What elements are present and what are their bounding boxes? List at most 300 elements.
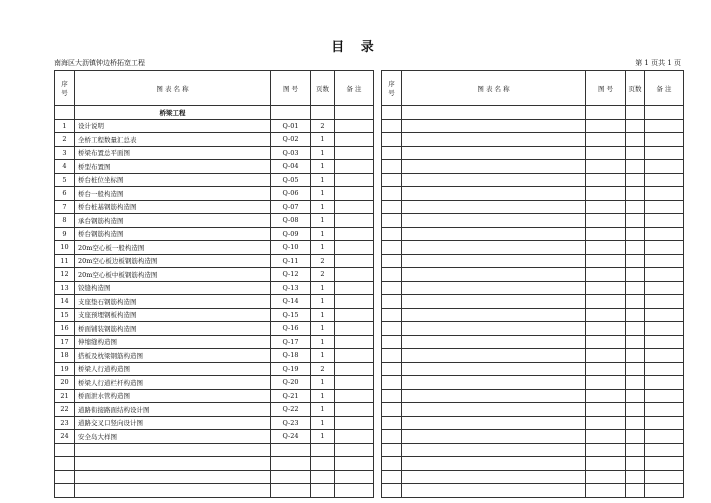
drawing-no-cell: Q-06 xyxy=(271,187,311,201)
seq-cell xyxy=(382,403,402,417)
remarks-cell xyxy=(645,430,684,444)
drawing-no-cell xyxy=(271,457,311,471)
pages-cell xyxy=(626,281,645,295)
drawing-no-cell xyxy=(586,106,626,120)
seq-cell xyxy=(382,200,402,214)
pages-cell xyxy=(311,443,335,457)
pages-cell xyxy=(626,457,645,471)
drawing-no-cell: Q-03 xyxy=(271,146,311,160)
drawing-name-cell xyxy=(402,214,586,228)
drawing-no-cell: Q-07 xyxy=(271,200,311,214)
seq-cell xyxy=(382,173,402,187)
drawing-name-cell xyxy=(402,308,586,322)
seq-cell: 12 xyxy=(55,268,75,282)
table-row xyxy=(382,443,684,457)
pages-cell xyxy=(626,187,645,201)
remarks-cell xyxy=(335,187,374,201)
drawing-no-cell xyxy=(586,484,626,498)
seq-cell xyxy=(382,241,402,255)
drawing-no-cell xyxy=(586,187,626,201)
drawing-name-cell xyxy=(402,416,586,430)
seq-cell xyxy=(55,484,75,498)
drawing-no-cell: Q-04 xyxy=(271,160,311,174)
pages-cell: 1 xyxy=(311,403,335,417)
pages-cell: 1 xyxy=(311,146,335,160)
seq-cell xyxy=(382,119,402,133)
drawing-no-cell xyxy=(271,443,311,457)
drawing-name-cell: 桥梁人行道构造图 xyxy=(75,362,271,376)
table-row xyxy=(55,281,374,295)
remarks-cell xyxy=(645,173,684,187)
table-row xyxy=(55,403,374,417)
drawing-name-cell xyxy=(402,200,586,214)
table-row xyxy=(55,322,374,336)
remarks-cell xyxy=(645,281,684,295)
remarks-cell xyxy=(645,268,684,282)
drawing-no-cell: Q-16 xyxy=(271,322,311,336)
pages-cell: 1 xyxy=(311,416,335,430)
remarks-cell xyxy=(335,443,374,457)
pages-cell: 2 xyxy=(311,268,335,282)
table-row xyxy=(55,254,374,268)
seq-cell: 5 xyxy=(55,173,75,187)
table-row xyxy=(55,295,374,309)
drawing-name-cell: 支座预埋钢板构造图 xyxy=(75,308,271,322)
table-row xyxy=(382,187,684,201)
table-row xyxy=(382,389,684,403)
table-row xyxy=(382,470,684,484)
drawing-no-cell xyxy=(586,160,626,174)
seq-cell: 10 xyxy=(55,241,75,255)
table-row xyxy=(382,254,684,268)
pages-cell: 1 xyxy=(311,322,335,336)
section-title: 桥梁工程 xyxy=(75,106,271,120)
drawing-name-cell xyxy=(402,281,586,295)
drawing-name-cell xyxy=(402,335,586,349)
remarks-cell xyxy=(645,254,684,268)
seq-cell xyxy=(382,362,402,376)
remarks-cell xyxy=(645,214,684,228)
drawing-name-cell xyxy=(402,133,586,147)
pages-cell xyxy=(626,389,645,403)
drawing-no-cell: Q-18 xyxy=(271,349,311,363)
drawing-name-cell: 桥台一般构造图 xyxy=(75,187,271,201)
remarks-cell xyxy=(335,349,374,363)
seq-cell xyxy=(382,254,402,268)
remarks-cell xyxy=(335,200,374,214)
drawing-no-cell: Q-05 xyxy=(271,173,311,187)
pages-cell: 1 xyxy=(311,173,335,187)
table-row xyxy=(382,214,684,228)
pages-cell xyxy=(626,308,645,322)
remarks-cell xyxy=(645,160,684,174)
remarks-cell xyxy=(335,484,374,498)
seq-cell xyxy=(382,295,402,309)
pages-cell: 2 xyxy=(311,254,335,268)
pages-cell xyxy=(626,362,645,376)
drawing-name-cell: 搭板及枕梁钢筋构造图 xyxy=(75,349,271,363)
seq-cell xyxy=(382,389,402,403)
header-seq-line1: 序 xyxy=(388,80,395,88)
drawing-no-cell xyxy=(586,416,626,430)
table-row xyxy=(55,362,374,376)
drawing-no-cell: Q-02 xyxy=(271,133,311,147)
table-row xyxy=(382,416,684,430)
drawing-no-cell xyxy=(586,322,626,336)
table-row xyxy=(55,119,374,133)
pages-cell: 1 xyxy=(311,214,335,228)
seq-cell xyxy=(382,416,402,430)
drawing-name-cell: 全桥工程数量汇总表 xyxy=(75,133,271,147)
header-remarks: 备 注 xyxy=(335,71,374,106)
remarks-cell xyxy=(335,308,374,322)
remarks-cell xyxy=(335,281,374,295)
pages-cell xyxy=(626,376,645,390)
drawing-name-cell xyxy=(402,254,586,268)
drawing-no-cell xyxy=(586,308,626,322)
table-row xyxy=(382,362,684,376)
seq-cell xyxy=(382,146,402,160)
pages-cell: 1 xyxy=(311,430,335,444)
seq-cell xyxy=(382,322,402,336)
table-row xyxy=(382,295,684,309)
remarks-cell xyxy=(335,173,374,187)
drawing-no-cell xyxy=(586,389,626,403)
remarks-cell xyxy=(645,119,684,133)
seq-cell xyxy=(382,430,402,444)
header-pages: 页数 xyxy=(626,71,645,106)
pages-cell xyxy=(626,173,645,187)
drawing-name-cell xyxy=(402,349,586,363)
drawing-name-cell xyxy=(402,160,586,174)
drawing-name-cell: 桥台桩位坐标图 xyxy=(75,173,271,187)
drawing-name-cell xyxy=(402,362,586,376)
drawing-name-cell: 桥梁布置总平面图 xyxy=(75,146,271,160)
drawing-no-cell xyxy=(586,254,626,268)
drawing-no-cell: Q-01 xyxy=(271,119,311,133)
pages-cell: 1 xyxy=(311,160,335,174)
pages-cell xyxy=(626,443,645,457)
pages-cell xyxy=(626,227,645,241)
remarks-cell xyxy=(335,268,374,282)
drawing-name-cell xyxy=(402,430,586,444)
header-drawing-no: 图 号 xyxy=(271,71,311,106)
remarks-cell xyxy=(645,484,684,498)
table-row xyxy=(55,430,374,444)
pages-cell xyxy=(311,470,335,484)
drawing-no-cell: Q-21 xyxy=(271,389,311,403)
table-row xyxy=(55,241,374,255)
remarks-cell xyxy=(645,362,684,376)
pages-cell xyxy=(626,106,645,120)
pages-cell xyxy=(626,268,645,282)
table-row xyxy=(55,389,374,403)
drawing-name-cell xyxy=(402,106,586,120)
table-row xyxy=(55,227,374,241)
drawing-no-cell: Q-20 xyxy=(271,376,311,390)
pages-cell xyxy=(626,254,645,268)
seq-cell xyxy=(55,106,75,120)
table-row xyxy=(382,160,684,174)
pages-cell: 1 xyxy=(311,241,335,255)
drawing-name-cell xyxy=(402,403,586,417)
table-row xyxy=(55,268,374,282)
drawing-no-cell xyxy=(586,119,626,133)
drawing-name-cell: 桥面铺装钢筋构造图 xyxy=(75,322,271,336)
remarks-cell xyxy=(335,106,374,120)
drawing-no-cell xyxy=(586,443,626,457)
remarks-cell xyxy=(645,389,684,403)
drawing-no-cell xyxy=(586,200,626,214)
table-row xyxy=(55,335,374,349)
remarks-cell xyxy=(645,200,684,214)
table-row xyxy=(382,349,684,363)
header-drawing-no: 图 号 xyxy=(586,71,626,106)
drawing-no-cell xyxy=(586,295,626,309)
seq-cell: 18 xyxy=(55,349,75,363)
drawing-name-cell xyxy=(75,484,271,498)
table-row xyxy=(55,376,374,390)
seq-cell xyxy=(382,457,402,471)
remarks-cell xyxy=(645,187,684,201)
pages-cell xyxy=(626,484,645,498)
drawing-no-cell xyxy=(586,430,626,444)
remarks-cell xyxy=(645,376,684,390)
drawing-name-cell xyxy=(402,173,586,187)
table-row xyxy=(55,416,374,430)
remarks-cell xyxy=(335,119,374,133)
seq-cell: 4 xyxy=(55,160,75,174)
drawing-name-cell xyxy=(402,376,586,390)
drawing-no-cell xyxy=(586,335,626,349)
table-row xyxy=(382,119,684,133)
drawing-no-cell: Q-08 xyxy=(271,214,311,228)
seq-cell xyxy=(382,335,402,349)
remarks-cell xyxy=(645,457,684,471)
remarks-cell xyxy=(645,335,684,349)
pages-cell xyxy=(626,335,645,349)
drawing-name-cell xyxy=(402,146,586,160)
pages-cell: 1 xyxy=(311,376,335,390)
table-row xyxy=(382,308,684,322)
header-seq xyxy=(382,71,402,106)
remarks-cell xyxy=(335,335,374,349)
remarks-cell xyxy=(645,403,684,417)
remarks-cell xyxy=(645,295,684,309)
seq-cell xyxy=(382,484,402,498)
page-info: 第 1 页共 1 页 xyxy=(635,59,681,67)
header-seq-line2: 号 xyxy=(388,89,395,97)
drawing-name-cell: 设计说明 xyxy=(75,119,271,133)
drawing-no-cell xyxy=(586,214,626,228)
remarks-cell xyxy=(645,322,684,336)
remarks-cell xyxy=(335,389,374,403)
remarks-cell xyxy=(335,146,374,160)
drawing-name-cell: 铰缝构造图 xyxy=(75,281,271,295)
table-row xyxy=(382,146,684,160)
drawing-name-cell: 安全岛大样图 xyxy=(75,430,271,444)
drawing-name-cell xyxy=(402,241,586,255)
drawing-no-cell xyxy=(586,281,626,295)
seq-cell: 2 xyxy=(55,133,75,147)
drawing-no-cell: Q-13 xyxy=(271,281,311,295)
remarks-cell xyxy=(335,227,374,241)
drawing-no-cell xyxy=(586,227,626,241)
seq-cell: 6 xyxy=(55,187,75,201)
seq-cell: 1 xyxy=(55,119,75,133)
drawing-name-cell xyxy=(75,470,271,484)
remarks-cell xyxy=(335,362,374,376)
table-row xyxy=(382,200,684,214)
seq-cell: 16 xyxy=(55,322,75,336)
pages-cell xyxy=(626,430,645,444)
table-row xyxy=(382,227,684,241)
pages-cell: 1 xyxy=(311,227,335,241)
remarks-cell xyxy=(335,470,374,484)
drawing-name-cell xyxy=(402,470,586,484)
remarks-cell xyxy=(335,254,374,268)
drawing-no-cell: Q-14 xyxy=(271,295,311,309)
drawing-name-cell: 桥梁人行道栏杆构造图 xyxy=(75,376,271,390)
remarks-cell xyxy=(645,133,684,147)
header-seq-line2: 号 xyxy=(61,89,68,97)
pages-cell xyxy=(626,403,645,417)
remarks-cell xyxy=(645,106,684,120)
toc-table-left xyxy=(54,70,374,498)
drawing-name-cell xyxy=(402,227,586,241)
pages-cell xyxy=(311,457,335,471)
table-row xyxy=(382,106,684,120)
drawing-no-cell: Q-15 xyxy=(271,308,311,322)
pages-cell xyxy=(626,214,645,228)
drawing-name-cell xyxy=(402,484,586,498)
seq-cell: 17 xyxy=(55,335,75,349)
header-seq-line1: 序 xyxy=(61,80,68,88)
pages-cell xyxy=(626,119,645,133)
drawing-no-cell: Q-19 xyxy=(271,362,311,376)
pages-cell: 1 xyxy=(311,295,335,309)
drawing-no-cell xyxy=(586,241,626,255)
table-row xyxy=(382,241,684,255)
seq-cell: 14 xyxy=(55,295,75,309)
remarks-cell xyxy=(335,322,374,336)
seq-cell: 23 xyxy=(55,416,75,430)
header-remarks: 备 注 xyxy=(645,71,684,106)
pages-cell xyxy=(626,241,645,255)
drawing-name-cell: 伸缩缝构造图 xyxy=(75,335,271,349)
seq-cell: 7 xyxy=(55,200,75,214)
table-row xyxy=(382,281,684,295)
seq-cell xyxy=(382,227,402,241)
header-seq xyxy=(55,71,75,106)
header-drawing-name: 图 表 名 称 xyxy=(402,71,586,106)
header-row xyxy=(55,71,374,106)
drawing-name-cell: 20m空心板边板钢筋构造图 xyxy=(75,254,271,268)
table-row xyxy=(382,133,684,147)
table-row xyxy=(382,335,684,349)
table-row xyxy=(55,187,374,201)
drawing-no-cell: Q-12 xyxy=(271,268,311,282)
drawing-no-cell: Q-17 xyxy=(271,335,311,349)
seq-cell: 24 xyxy=(55,430,75,444)
section-row xyxy=(55,106,374,120)
table-row xyxy=(382,403,684,417)
header-drawing-name: 图 表 名 称 xyxy=(75,71,271,106)
seq-cell: 15 xyxy=(55,308,75,322)
pages-cell: 1 xyxy=(311,335,335,349)
seq-cell xyxy=(382,308,402,322)
pages-cell: 1 xyxy=(311,349,335,363)
seq-cell xyxy=(382,268,402,282)
seq-cell xyxy=(382,214,402,228)
drawing-no-cell xyxy=(586,268,626,282)
table-row xyxy=(55,200,374,214)
table-row xyxy=(382,376,684,390)
drawing-no-cell xyxy=(271,106,311,120)
table-row xyxy=(55,308,374,322)
seq-cell: 21 xyxy=(55,389,75,403)
seq-cell xyxy=(382,443,402,457)
drawing-no-cell xyxy=(586,470,626,484)
table-row xyxy=(55,349,374,363)
table-row xyxy=(55,484,374,498)
project-name: 南海区大沥镇钟边桥拓宽工程 xyxy=(54,59,145,67)
drawing-no-cell: Q-11 xyxy=(271,254,311,268)
remarks-cell xyxy=(335,416,374,430)
drawing-name-cell xyxy=(75,457,271,471)
drawing-name-cell: 20m空心板中板钢筋构造图 xyxy=(75,268,271,282)
drawing-no-cell xyxy=(586,146,626,160)
drawing-name-cell xyxy=(402,295,586,309)
pages-cell: 1 xyxy=(311,187,335,201)
drawing-name-cell xyxy=(402,457,586,471)
drawing-no-cell: Q-22 xyxy=(271,403,311,417)
remarks-cell xyxy=(335,403,374,417)
remarks-cell xyxy=(645,227,684,241)
drawing-no-cell: Q-23 xyxy=(271,416,311,430)
seq-cell xyxy=(382,160,402,174)
drawing-no-cell xyxy=(271,484,311,498)
seq-cell: 3 xyxy=(55,146,75,160)
drawing-name-cell xyxy=(402,389,586,403)
pages-cell: 1 xyxy=(311,200,335,214)
pages-cell xyxy=(311,106,335,120)
drawing-no-cell xyxy=(586,133,626,147)
drawing-no-cell xyxy=(586,173,626,187)
pages-cell xyxy=(626,160,645,174)
drawing-name-cell: 支座垫石钢筋构造图 xyxy=(75,295,271,309)
table-row xyxy=(382,484,684,498)
seq-cell: 22 xyxy=(55,403,75,417)
document-title: 目 录 xyxy=(331,40,380,55)
drawing-no-cell: Q-10 xyxy=(271,241,311,255)
remarks-cell xyxy=(645,349,684,363)
pages-cell: 2 xyxy=(311,119,335,133)
drawing-name-cell: 桥台钢筋构造图 xyxy=(75,227,271,241)
drawing-name-cell: 桥面泄水管构造图 xyxy=(75,389,271,403)
seq-cell: 11 xyxy=(55,254,75,268)
drawing-name-cell xyxy=(402,119,586,133)
remarks-cell xyxy=(335,214,374,228)
drawing-name-cell xyxy=(402,187,586,201)
remarks-cell xyxy=(335,133,374,147)
table-row xyxy=(55,173,374,187)
seq-cell: 19 xyxy=(55,362,75,376)
drawing-no-cell: Q-24 xyxy=(271,430,311,444)
drawing-no-cell xyxy=(586,362,626,376)
table-row xyxy=(55,160,374,174)
drawing-name-cell: 20m空心板一般构造图 xyxy=(75,241,271,255)
